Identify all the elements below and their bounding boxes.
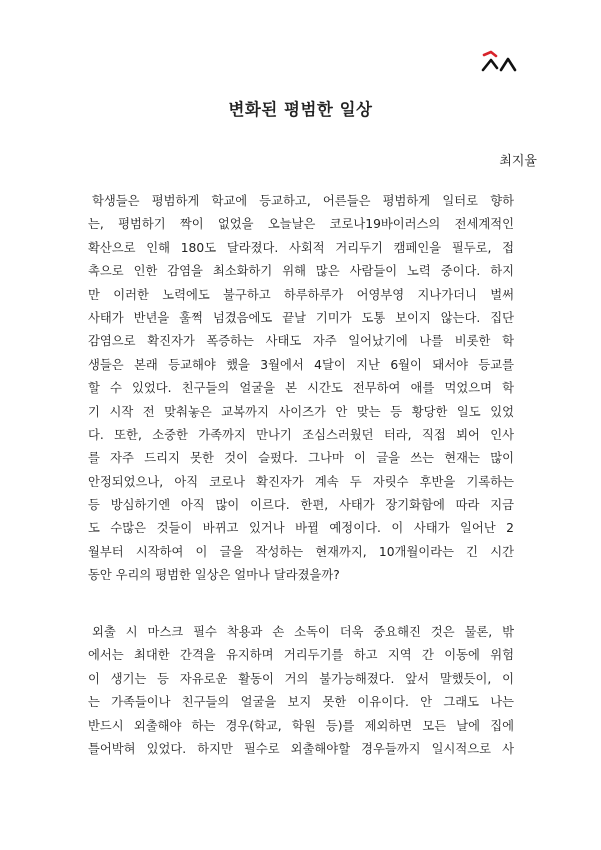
text-line: 다. 또한, 소중한 가족까지 만나기 조심스러웠던 터라, 직접 뵈어 인사 <box>88 427 514 442</box>
text-line: 안정되었으나, 아직 코로나 확진자가 계속 두 자릿수 후반을 기록하는 <box>88 474 514 489</box>
text-line: 도 수많은 것들이 바뀌고 있거나 바뀔 예정이다. 이 사태가 일어난 2 <box>88 521 514 536</box>
text-line: 동안 우리의 평범한 일상은 얼마나 달라졌을까? <box>88 568 340 583</box>
text-line: 학생들은 평범하게 학교에 등교하고, 어른들은 평범하게 일터로 향하 <box>92 194 514 208</box>
text-line: 촉으로 인한 감염을 최소화하기 위해 많은 사람들이 노력 중이다. 하지 <box>88 264 514 279</box>
paragraph-2 <box>88 621 514 761</box>
text-line: 를 자주 드리지 못한 것이 슬펐다. 그나마 이 글을 쓰는 현재는 많이 <box>88 451 514 466</box>
text-line: 감염으로 확진자가 폭증하는 사태도 자주 일어났기에 나를 비롯한 학 <box>88 334 514 349</box>
text-line: 사태가 반년을 훌쩍 넘겼음에도 끝날 기미가 도통 보이지 않는다. 집단 <box>88 310 514 325</box>
text-line: 할 수 있었다. 친구들의 얼굴을 본 시간도 전무하여 애를 먹었으며 학 <box>88 381 514 396</box>
text-line: 반드시 외출해야 하는 경우(학교, 학원 등)를 제외하면 모든 날에 집에 <box>88 718 514 733</box>
text-line: 생들은 본래 등교해야 했을 3월에서 4달이 지난 6월이 돼서야 등교를 <box>88 357 514 372</box>
text-line: 등 방심하기엔 아직 많이 이르다. 한편, 사태가 장기화함에 따라 지금 <box>88 498 514 513</box>
text-line: 확산으로 인해 180도 달라졌다. 사회적 거리두기 캠페인을 필두로, 접 <box>88 240 514 255</box>
document-title: 변화된 평범한 일상 <box>228 100 373 119</box>
text-line: 에서는 최대한 간격을 유지하며 거리두기를 하고 지역 간 이동에 위험 <box>88 648 514 663</box>
text-line: 외출 시 마스크 필수 착용과 손 소독이 더욱 중요해진 것은 물론, 밖 <box>92 625 514 639</box>
text-line: 틀어박혀 있었다. 하지만 필수로 외출해야할 경우들까지 일시적으로 사 <box>88 741 514 756</box>
text-line: 이 생기는 등 자유로운 활동이 거의 불가능해졌다. 앞서 말했듯이, 이 <box>88 671 514 686</box>
text-line: 월부터 시작하여 이 글을 작성하는 현재까지, 10개월이라는 긴 시간 <box>88 544 514 559</box>
text-line: 만 이러한 노력에도 불구하고 하루하루가 어영부영 지나가더니 벌써 <box>88 287 514 302</box>
logo <box>481 50 517 76</box>
text-line: 는 가족들이나 친구들의 얼굴을 보지 못한 이유이다. 안 그래도 나는 <box>88 695 514 710</box>
text-line: 기 시작 전 맞춰놓은 교복까지 사이즈가 안 맞는 등 황당한 일도 있었 <box>88 404 514 419</box>
text-line: 는, 평범하기 짝이 없었을 오늘날은 코로나19바이러스의 전세계적인 <box>88 217 514 232</box>
paragraph-1 <box>88 190 514 588</box>
author-name: 최지율 <box>499 154 537 169</box>
logo-mark-icon <box>481 50 517 76</box>
